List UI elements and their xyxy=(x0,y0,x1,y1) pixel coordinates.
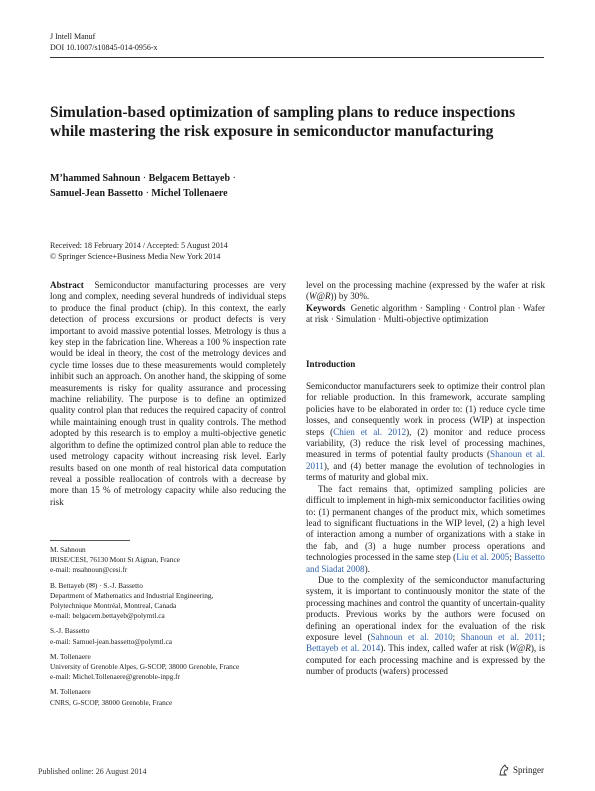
affiliation-2 xyxy=(50,581,286,622)
intro-text: ), is computed for each processing machine and is expressed by the number of products (wafers) processed xyxy=(306,643,545,677)
affiliation-name: M. Tollenaere xyxy=(50,687,91,697)
affiliation-4 xyxy=(50,652,286,683)
intro-text: Due to the complexity of the semiconductor manufacturing system, it is important to continuously monitor the state of the processing machines and control the quantity of uncertain-quality products. Previous works by the authors were focused on defining an operational index for the evaluation of the risk exposure level ( xyxy=(306,574,545,642)
introduction-heading: Introduction xyxy=(306,358,356,369)
intro-text: ). This index, called wafer at risk ( xyxy=(380,643,510,654)
footnote-rule xyxy=(50,540,130,541)
intro-variable: W@R xyxy=(509,643,531,654)
affiliation-email: e-mail: msahnoun@cesi.fr xyxy=(50,565,128,575)
keywords-label: Keywords xyxy=(306,302,346,313)
copyright: © Springer Science+Business Media New York 2014 xyxy=(50,251,221,261)
intro-text: ), and (4) better manage the evolution of technologies in terms of maturity and global mix. xyxy=(306,460,545,483)
author-3: Samuel-Jean Bassetto xyxy=(50,188,144,199)
affiliation-name: M. Sahnoun xyxy=(50,545,86,554)
publisher-logo xyxy=(498,764,544,776)
citation-link[interactable]: Liu et al. 2005 xyxy=(456,552,510,563)
citation-link[interactable]: Bassetto and Siadat 2008 xyxy=(306,552,545,574)
citation-link[interactable]: Shanoun et al. 2011 xyxy=(460,631,543,642)
intro-paragraph-2 xyxy=(306,484,545,575)
abstract-text-part: level on the processing machine (expressed by the wafer at risk ( xyxy=(306,280,545,302)
header-rule xyxy=(50,57,544,58)
affiliation-email: e-mail: belgacem.bettayeb@polymtl.ca xyxy=(50,611,165,621)
author-2: Belgacem Bettayeb xyxy=(148,173,231,184)
journal-name: J Intell Manuf xyxy=(50,32,96,41)
affiliation-address: CNRS, G-SCOP, 38000 Grenoble, France xyxy=(50,697,173,707)
abstract-label: Abstract xyxy=(50,280,84,290)
abstract-text-part: )) by 30%. xyxy=(330,291,370,302)
affiliation-address: Department of Mathematics and Industrial Engineering, xyxy=(50,590,214,600)
published-online: Published online: 26 August 2014 xyxy=(38,767,147,776)
intro-text: ; xyxy=(452,631,461,642)
intro-text: ; xyxy=(509,552,515,563)
intro-text: ; xyxy=(542,631,545,642)
intro-text: ), (2) monitor and reduce process variability, (3) reduce the risk level of processing machines, measured in terms of potential faulty products ( xyxy=(306,426,545,460)
journal-header xyxy=(50,31,158,53)
springer-horse-icon xyxy=(498,764,510,776)
publication-dates xyxy=(50,241,228,262)
doi: DOI 10.1007/s10845-014-0956-x xyxy=(50,43,158,52)
author-list xyxy=(50,171,470,201)
citation-link[interactable]: Chien et al. 2012 xyxy=(333,426,407,437)
abstract xyxy=(50,280,286,508)
author-4: Michel Tollenaere xyxy=(151,188,228,199)
abstract-text: Semiconductor manufacturing processes are very long and complex, needing several hundreds of individual steps to produce the final product (chip). In this context, the early detection of process excursions or product defects is very important to avoid massive potential losses. Metrology is thus a key step in the fabrication line. Whereas a 100 % inspection rate would be ideal in theory, the cost of the metrology devices and cycle time losses due to these measurements would completely inhibit such an approach. On another hand, the skipping of some measurements is risky for quality assurance and processing machine reliability. The purpose is to define an optimized quality control plan that reduces the required capacity of control while maintaining enough trust in quality controls. The method adopted by this research is to employ a multi-objective genetic algorithm to define the optimized control plan able to reduce the used metrology capacity without increasing risk level. Early results based on one month of real historical data computation reveal a possible reallocation of controls with a decrease by more than 15 % of metrology capacity while also reducing the risk xyxy=(50,280,286,507)
affiliation-name: M. Tollenaere xyxy=(50,651,91,661)
intro-text: The fact remains that, optimized sampling policies are difficult to implement in high-mix semiconductor facilities owing to: (1) permanent changes of the product mix, which sometimes lead to significant fluctuations in the WIP level, (2) a high level of interaction among a number of organizations with a stake in the fab, and (3) a huge number process operations and technologies processed in the same step ( xyxy=(306,483,546,563)
citation-link[interactable]: Shanoun et al. 2011 xyxy=(306,449,545,471)
author-separator: · xyxy=(142,173,147,184)
author-1: M’hammed Sahnoun xyxy=(50,173,141,184)
affiliation-name: B. Bettayeb (✉) · S.-J. Bassetto xyxy=(50,580,143,590)
author-separator: · xyxy=(232,173,236,184)
affiliation-5 xyxy=(50,687,286,707)
affiliation-3 xyxy=(50,626,286,646)
right-column xyxy=(306,280,545,678)
affiliation-address: IRISE/CESI, 76130 Mont St Aignan, France xyxy=(50,555,180,565)
paper-title: Simulation-based optimization of sampling plans to reduce inspections while mastering the risk exposure in semiconductor manufacturing xyxy=(50,104,516,140)
intro-text: Semiconductor manufacturers seek to optimize their control plan for reliable production. In this framework, accurate sampling policies have to be elaborated in order to: (1) reduce cycle time losses, and consequently work in process (WIP) at inspection steps ( xyxy=(306,381,545,437)
received-accepted: Received: 18 February 2014 / Accepted: 5 August 2014 xyxy=(50,241,228,250)
citation-link[interactable]: Bettayeb et al. 2014 xyxy=(306,643,381,654)
abstract-variable: W@R xyxy=(309,291,331,302)
affiliation-email: e-mail: Samuel-jean.bassetto@polymtl.ca xyxy=(50,636,173,646)
author-affiliations xyxy=(50,545,286,713)
intro-paragraph-3 xyxy=(306,575,545,678)
citation-link[interactable]: Sahnoun et al. 2010 xyxy=(370,631,453,642)
affiliation-1 xyxy=(50,545,286,576)
affiliation-address: Polytechnique Montréal, Montreal, Canada xyxy=(50,601,177,611)
abstract-continuation xyxy=(306,280,545,303)
affiliation-email: e-mail: Michel.Tollenaere@grenoble-inpg.fr xyxy=(50,672,181,682)
affiliation-name: S.-J. Bassetto xyxy=(50,626,90,636)
keywords-text: Genetic algorithm · Sampling · Control plan · Wafer at risk · Simulation · Multi-objective optimization xyxy=(306,302,546,325)
keywords xyxy=(306,303,545,326)
intro-text: ). xyxy=(364,563,370,574)
affiliation-address: University of Grenoble Alpes, G-SCOP, 38000 Grenoble, France xyxy=(50,662,240,672)
intro-paragraph-1 xyxy=(306,381,545,484)
author-separator: · xyxy=(145,188,149,199)
publisher-name: Springer xyxy=(513,765,544,775)
